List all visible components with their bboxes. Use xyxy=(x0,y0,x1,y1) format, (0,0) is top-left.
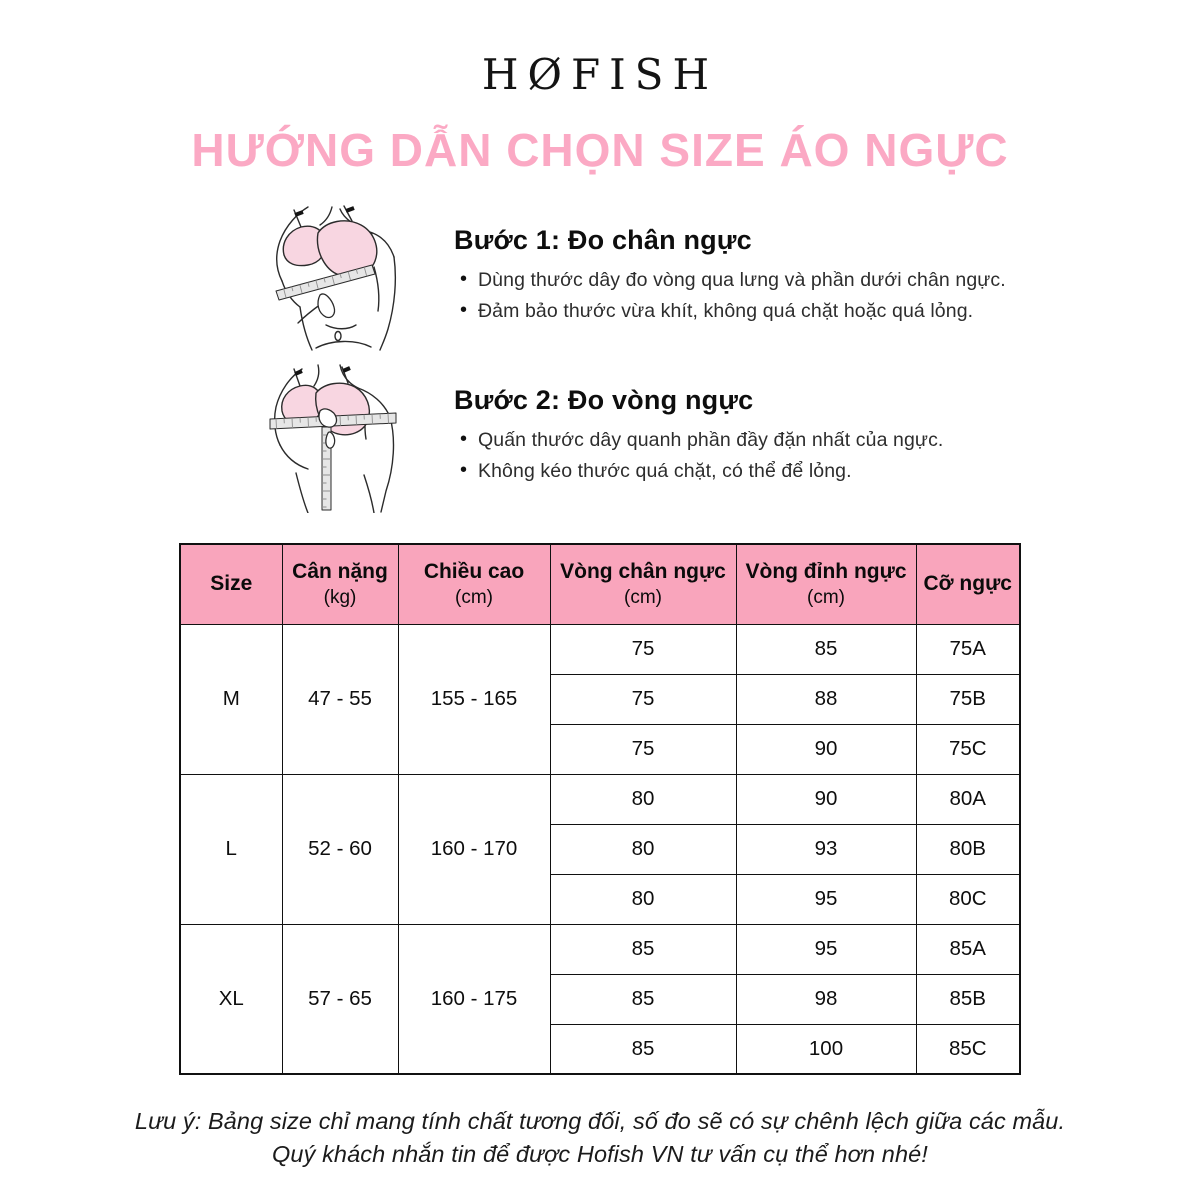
measure-steps xyxy=(268,203,1200,513)
table-row xyxy=(180,924,1020,974)
brand-logo: HØFISH xyxy=(481,50,719,99)
size-table xyxy=(179,543,1021,1075)
step-1-bullets xyxy=(454,269,1006,323)
cell-weight-xl: 57 - 65 xyxy=(282,924,398,1074)
cell-underbust: 80 xyxy=(550,774,736,824)
cell-underbust: 80 xyxy=(550,824,736,874)
cell-weight-m: 47 - 55 xyxy=(282,624,398,774)
cell-size-l: L xyxy=(180,774,282,924)
step-1 xyxy=(268,203,1200,363)
cell-bust: 95 xyxy=(736,924,916,974)
cell-cup: 85A xyxy=(916,924,1020,974)
cell-cup: 75C xyxy=(916,724,1020,774)
underbust-measure-drawing xyxy=(268,203,400,351)
step-1-heading: Bước 1: Đo chân ngực xyxy=(454,225,752,255)
cell-cup: 80A xyxy=(916,774,1020,824)
cell-height-l: 160 - 170 xyxy=(398,774,550,924)
cell-bust: 95 xyxy=(736,874,916,924)
step-2-heading: Bước 2: Đo vòng ngực xyxy=(454,385,754,415)
size-table-header xyxy=(180,544,1020,624)
cell-bust: 98 xyxy=(736,974,916,1024)
cell-bust: 90 xyxy=(736,774,916,824)
cell-bust: 85 xyxy=(736,624,916,674)
step-2-bullet-1: • Quấn thước dây quanh phần đầy đặn nhất của ngực. xyxy=(454,429,943,452)
table-row xyxy=(180,774,1020,824)
cell-bust: 100 xyxy=(736,1024,916,1074)
cell-cup: 85B xyxy=(916,974,1020,1024)
cell-underbust: 85 xyxy=(550,924,736,974)
cell-underbust: 85 xyxy=(550,1024,736,1074)
cell-underbust: 75 xyxy=(550,674,736,724)
cell-size-xl: XL xyxy=(180,924,282,1074)
cell-weight-l: 52 - 60 xyxy=(282,774,398,924)
col-header-underbust: Vòng chân ngực (cm) xyxy=(550,544,736,624)
cell-underbust: 80 xyxy=(550,874,736,924)
cell-height-xl: 160 - 175 xyxy=(398,924,550,1074)
col-header-cup: Cỡ ngực xyxy=(916,544,1020,624)
bust-measure-illustration xyxy=(268,363,400,518)
underbust-measure-illustration xyxy=(268,203,400,356)
bust-measure-drawing xyxy=(268,363,400,513)
footer-note xyxy=(0,1105,1200,1171)
note-line-1: Lưu ý: Bảng size chỉ mang tính chất tương đối, số đo sẽ có sự chênh lệch giữa các mẫu. xyxy=(134,1108,1066,1134)
cell-cup: 75B xyxy=(916,674,1020,724)
cell-size-m: M xyxy=(180,624,282,774)
page-title: HƯỚNG DẪN CHỌN SIZE ÁO NGỰC xyxy=(191,124,1009,176)
col-header-weight: Cân nặng (kg) xyxy=(282,544,398,624)
col-header-bust: Vòng đỉnh ngực (cm) xyxy=(736,544,916,624)
cell-bust: 88 xyxy=(736,674,916,724)
col-header-height: Chiều cao (cm) xyxy=(398,544,550,624)
step-2 xyxy=(268,363,1200,513)
step-2-text xyxy=(454,363,943,491)
cell-cup: 85C xyxy=(916,1024,1020,1074)
table-row xyxy=(180,624,1020,674)
step-1-bullet-1: • Dùng thước dây đo vòng qua lưng và phần dưới chân ngực. xyxy=(454,269,1006,292)
cell-underbust: 75 xyxy=(550,724,736,774)
col-header-size: Size xyxy=(180,544,282,624)
step-2-bullet-2: • Không kéo thước quá chặt, có thể để lỏng. xyxy=(454,460,943,483)
step-1-text xyxy=(454,203,1006,331)
cell-cup: 80B xyxy=(916,824,1020,874)
cell-cup: 80C xyxy=(916,874,1020,924)
cell-bust: 93 xyxy=(736,824,916,874)
cell-underbust: 75 xyxy=(550,624,736,674)
cell-cup: 75A xyxy=(916,624,1020,674)
cell-height-m: 155 - 165 xyxy=(398,624,550,774)
note-line-2: Quý khách nhắn tin để được Hofish VN tư vấn cụ thể hơn nhé! xyxy=(272,1140,928,1167)
step-2-bullets xyxy=(454,429,943,483)
cell-underbust: 85 xyxy=(550,974,736,1024)
cell-bust: 90 xyxy=(736,724,916,774)
step-1-bullet-2: • Đảm bảo thước vừa khít, không quá chặt hoặc quá lỏng. xyxy=(454,300,1006,323)
